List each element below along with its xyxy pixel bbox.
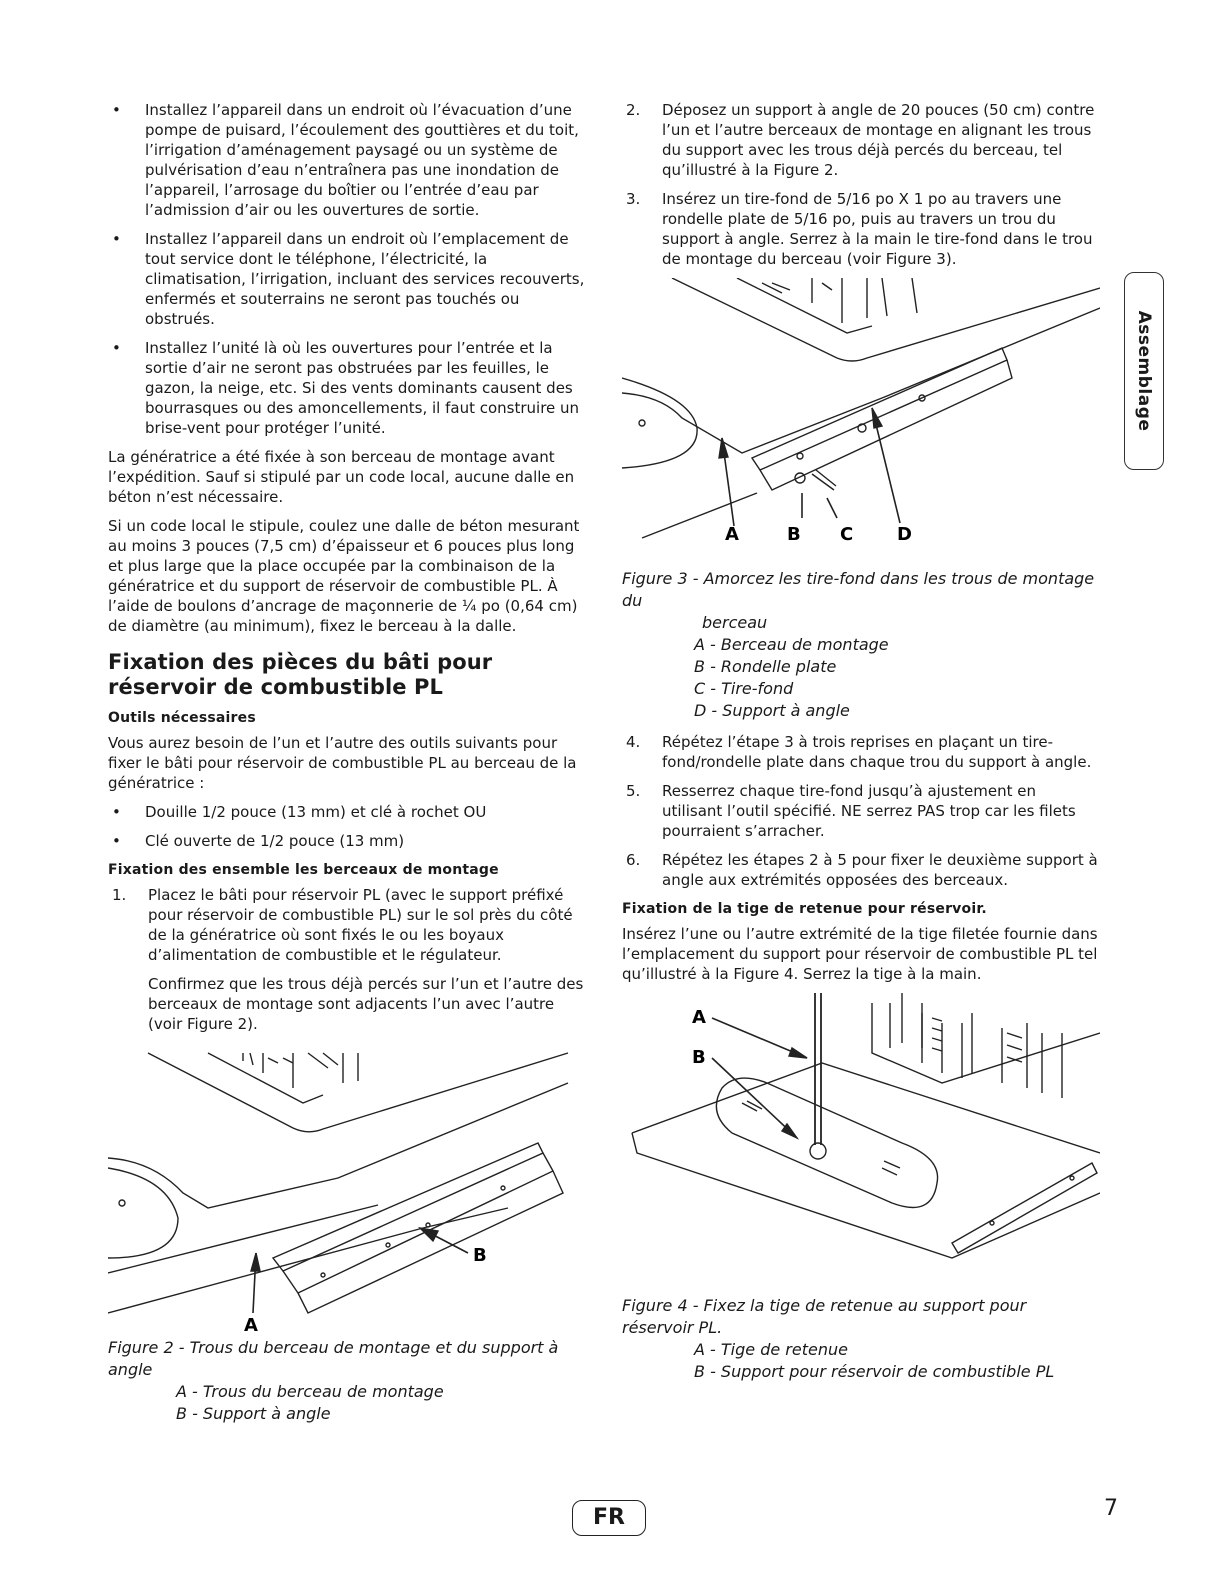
fig3-label-b: B: [787, 524, 801, 545]
figure-2-illustration: [108, 1043, 590, 1333]
step-item: 2. Déposez un support à angle de 20 pouces (50 cm) contre l’un et l’autre berceaux de montage en alignant les trous du support avec les trous déjà percés du berceau, tel qu’illustré à la Figure 2.: [626, 101, 1095, 179]
subheading-cradles: Fixation des ensemble les berceaux de montage: [108, 862, 499, 878]
fig2-label-a: A: [244, 1315, 258, 1333]
bullet-item: • Installez l’unité là où les ouvertures pour l’entrée et la sortie d’air ne seront pas obstruées par les feuilles, le gazon, la neige, etc. Si des vents dominants causent des bourrasques ou des amoncellements, il faut construire un brise-vent pour protéger l’unité.: [112, 339, 580, 437]
section-heading: Fixation des pièces du bâti pour réservoir de combustible PL: [108, 650, 493, 699]
figure-4-illustration: [622, 993, 1100, 1293]
step-item: 1. Placez le bâti pour réservoir PL (avec le support préfixé pour réservoir de combustible PL) sur le sol près du côté de la génératrice où sont fixés le ou les boyaux d’alimentation de combustible et le régulateur.: [112, 886, 573, 964]
step-item: 3. Insérez un tire-fond de 5/16 po X 1 po au travers une rondelle plate de 5/16 po, puis au travers un trou du support à angle. Serrez à la main le tire-fond dans le trou de montage du berceau (voir Figure 3).: [626, 190, 1093, 268]
step-item: 5. Resserrez chaque tire-fond jusqu’à ajustement en utilisant l’outil spécifié. NE serrez PAS trop car les filets pourraient s’arracher.: [626, 782, 1076, 840]
fig4-label-a: A: [692, 1007, 706, 1028]
subheading-retaining-rod: Fixation de la tige de retenue pour réservoir.: [622, 901, 987, 917]
fig3-label-a: A: [725, 524, 739, 545]
bullet-item: • Installez l’appareil dans un endroit où l’emplacement de tout service dont le téléphone, l’électricité, la climatisation, l’irrigation, incluant des services recouverts, enfermés et souterrains ne seront pas touchés ou obstrués.: [112, 230, 585, 328]
tool-item: • Douille 1/2 pouce (13 mm) et clé à rochet OU: [112, 803, 487, 821]
left-column: [108, 100, 590, 1425]
tool-item: • Clé ouverte de 1/2 pouce (13 mm): [112, 832, 405, 850]
bullet-item: • Installez l’appareil dans un endroit où l’évacuation d’une pompe de puisard, l’écoulement des gouttières et du toit, l’irrigation d’aménagement paysagé ou un système de pulvérisation d’eau n’entraînera pas une inondation de l’appareil, l’arrosage du boîtier ou l’entrée d’eau par l’admission d’air ou les ouvertures de sortie.: [112, 101, 579, 219]
step-item: 6. Répétez les étapes 2 à 5 pour fixer le deuxième support à angle aux extrémités opposées des berceaux.: [626, 851, 1098, 889]
subheading-tools: Outils nécessaires: [108, 710, 256, 726]
page-number: 7: [1104, 1496, 1118, 1521]
fig3-label-d: D: [897, 524, 912, 545]
fig3-label-c: C: [840, 524, 854, 545]
figure-2-caption: Figure 2 - Trous du berceau de montage et du support à angle A - Trous du berceau de montage B - Support à angle: [108, 1338, 559, 1423]
fig4-label-b: B: [692, 1047, 706, 1068]
step-item-continued: Confirmez que les trous déjà percés sur l’un et l’autre des berceaux de montage sont adjacents l’un avec l’autre (voir Figure 2).: [148, 975, 584, 1033]
figure-4-caption: Figure 4 - Fixez la tige de retenue au support pour réservoir PL. A - Tige de retenue B - Support pour réservoir de combustible PL: [622, 1296, 1055, 1381]
fig2-label-b: B: [473, 1245, 487, 1266]
paragraph: La génératrice a été fixée à son berceau de montage avant l’expédition. Sauf si stipulé par un code local, aucune dalle en béton n’est nécessaire.: [108, 448, 575, 506]
paragraph: Vous aurez besoin de l’un et l’autre des outils suivants pour fixer le bâti pour réservoir de combustible PL au berceau de la génératrice :: [108, 734, 577, 792]
language-badge: FR: [572, 1500, 646, 1536]
figure-3-caption: Figure 3 - Amorcez les tire-fond dans les trous de montage du berceau A - Berceau de montage B - Rondelle plate C - Tire-fond D - Support à angle: [622, 569, 1095, 720]
paragraph: Insérez l’une ou l’autre extrémité de la tige filetée fournie dans l’emplacement du support pour réservoir de combustible PL tel qu’illustré à la Figure 4. Serrez la tige à la main.: [622, 925, 1098, 983]
section-tab-assemblage: Assemblage: [1124, 272, 1164, 470]
step-item: 4. Répétez l’étape 3 à trois reprises en plaçant un tire-fond/rondelle plate dans chaque trou du support à angle.: [626, 733, 1092, 771]
paragraph: Si un code local le stipule, coulez une dalle de béton mesurant au moins 3 pouces (7,5 cm) d’épaisseur et 6 pouces plus long et plus large que la place occupée par la combinaison de la génératrice et du support de réservoir de combustible PL. À l’aide de boulons d’ancrage de maçonnerie de ¼ po (0,64 cm) de diamètre (au minimum), fixez le berceau à la dalle.: [108, 517, 580, 635]
right-column: [622, 100, 1100, 1383]
figure-3-illustration: [622, 278, 1100, 568]
